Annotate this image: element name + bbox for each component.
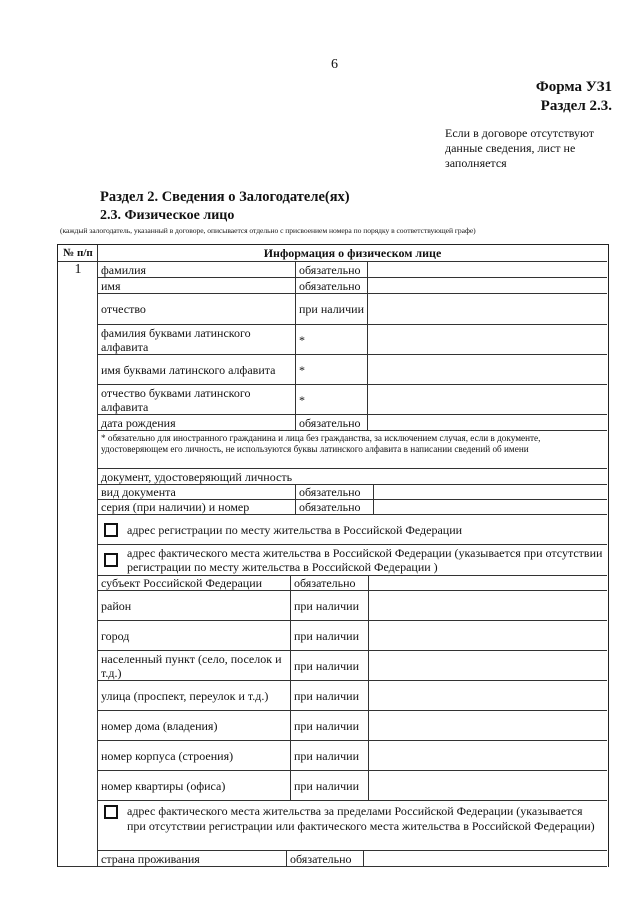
registration-address-checkbox[interactable]: [104, 523, 118, 537]
field-value-input[interactable]: [367, 355, 607, 384]
header-num: № п/п: [58, 245, 98, 262]
field-label: имя буквами латинского алфавита: [101, 362, 276, 377]
actual-address-checkbox[interactable]: [104, 553, 118, 567]
table-row: [98, 621, 607, 651]
field-label: фамилия: [101, 262, 147, 277]
abroad-address-checkbox[interactable]: [104, 805, 118, 819]
table-row: [98, 485, 607, 500]
page-number: 6: [331, 57, 338, 72]
registration-address-row: [98, 515, 607, 545]
field-value-input[interactable]: [363, 851, 607, 866]
field-value-input[interactable]: [367, 262, 607, 277]
field-value-input[interactable]: [367, 278, 607, 293]
field-value-input[interactable]: [368, 771, 607, 800]
field-value-input[interactable]: [368, 681, 607, 710]
field-label: район: [101, 598, 132, 613]
field-requirement: при наличии: [290, 741, 368, 770]
field-value-input[interactable]: [367, 385, 607, 414]
field-label: вид документа: [101, 485, 176, 499]
table-row: [98, 681, 607, 711]
field-requirement: при наличии: [290, 771, 368, 800]
field-requirement: обязательно: [295, 500, 373, 514]
field-requirement: обязательно: [286, 851, 363, 866]
field-value-input[interactable]: [368, 576, 607, 590]
abroad-address-row: [98, 801, 607, 851]
field-requirement: при наличии: [290, 711, 368, 740]
field-label: город: [101, 628, 130, 643]
field-label: номер квартиры (офиса): [101, 778, 226, 793]
field-value-input[interactable]: [373, 485, 607, 499]
field-label: отчество: [101, 302, 146, 316]
table-row: [98, 771, 607, 801]
table-row: [98, 741, 607, 771]
table-row: [98, 851, 607, 867]
latin-footnote: * обязательно для иностранного гражданина и лица без гражданства, за исключением случая, если в документе, удостоверяющем его личность, не используются буквы латинского алфавита в написании сведений об имени: [101, 433, 541, 454]
footnote-row: [98, 431, 607, 469]
form-code: Форма УЗ1: [535, 79, 612, 95]
registration-address-option[interactable]: [98, 515, 607, 544]
table-row: [98, 278, 607, 294]
table-row: [98, 355, 607, 385]
field-value-input[interactable]: [367, 415, 607, 430]
field-requirement: обязательно: [295, 415, 367, 430]
subsection-title: 2.3. Физическое лицо: [100, 208, 235, 223]
table-row: [98, 294, 607, 325]
section-title: Раздел 2. Сведения о Залогодателе(ях): [100, 189, 350, 205]
table-row: [98, 385, 607, 415]
actual-address-option[interactable]: [98, 545, 607, 575]
row-number-column: [58, 245, 98, 867]
field-label: имя: [101, 278, 121, 293]
field-requirement: *: [295, 385, 367, 414]
subsection-note: (каждый залогодатель, указанный в договоре, описывается отдельно с присвоением номера по порядку в соответствующей графе): [60, 226, 476, 235]
field-label: населенный пункт (село, поселок и т.д.): [101, 651, 282, 680]
sheet-note: Если в договоре отсутствуют данные сведения, лист не заполняется: [445, 126, 595, 170]
field-label: номер корпуса (строения): [101, 748, 234, 763]
field-value-input[interactable]: [367, 325, 607, 354]
field-requirement: при наличии: [290, 591, 368, 620]
table-row: [98, 325, 607, 355]
field-value-input[interactable]: [368, 741, 607, 770]
field-value-input[interactable]: [368, 591, 607, 620]
field-label: дата рождения: [101, 415, 176, 430]
field-requirement: обязательно: [295, 278, 367, 293]
abroad-address-label: адрес фактического места жительства за пределами Российской Федерации (указывается при отсутствии регистрации или фактического места жительства в Российской Федерации): [127, 804, 595, 833]
field-value-input[interactable]: [368, 651, 607, 680]
registration-address-label: адрес регистрации по месту жительства в Российской Федерации: [127, 522, 463, 537]
table-row: [98, 500, 607, 515]
field-requirement: при наличии: [295, 294, 367, 324]
field-requirement: при наличии: [290, 681, 368, 710]
header-info: Информация о физическом лице: [263, 246, 442, 260]
field-label: серия (при наличии) и номер: [101, 500, 250, 514]
abroad-address-option[interactable]: [98, 801, 607, 850]
field-requirement: *: [295, 355, 367, 384]
id-document-title: документ, удостоверяющий личность: [101, 469, 293, 484]
id-document-title-row: [98, 469, 607, 485]
field-requirement: обязательно: [295, 485, 373, 499]
field-requirement: при наличии: [290, 621, 368, 650]
field-value-input[interactable]: [367, 294, 607, 324]
field-value-input[interactable]: [368, 621, 607, 650]
table-header: [98, 245, 607, 262]
field-requirement: *: [295, 325, 367, 354]
table-row: [98, 591, 607, 621]
field-label: улица (проспект, переулок и т.д.): [101, 688, 269, 703]
table-row: [98, 651, 607, 681]
row-number: 1: [74, 262, 82, 277]
field-label: отчество буквами латинского алфавита: [101, 385, 251, 414]
field-value-input[interactable]: [368, 711, 607, 740]
field-requirement: обязательно: [290, 576, 368, 590]
table-row: [98, 415, 607, 431]
field-label: номер дома (владения): [101, 718, 218, 733]
form-code-block: [536, 78, 612, 116]
field-label: субъект Российской Федерации: [101, 576, 263, 590]
actual-address-row: [98, 545, 607, 576]
table-row: [98, 576, 607, 591]
field-requirement: при наличии: [290, 651, 368, 680]
field-requirement: обязательно: [295, 262, 367, 277]
field-label: фамилия буквами латинского алфавита: [101, 325, 251, 354]
table-row: [98, 711, 607, 741]
field-value-input[interactable]: [373, 500, 607, 514]
individual-info-table: [57, 244, 609, 867]
actual-address-label: адрес фактического места жительства в Российской Федерации (указывается при отсутствии регистрации по месту жительства в Российской Федерации ): [127, 546, 603, 574]
section-code: Раздел 2.3.: [540, 98, 612, 114]
table-row: [98, 262, 607, 278]
field-label: страна проживания: [101, 851, 200, 866]
